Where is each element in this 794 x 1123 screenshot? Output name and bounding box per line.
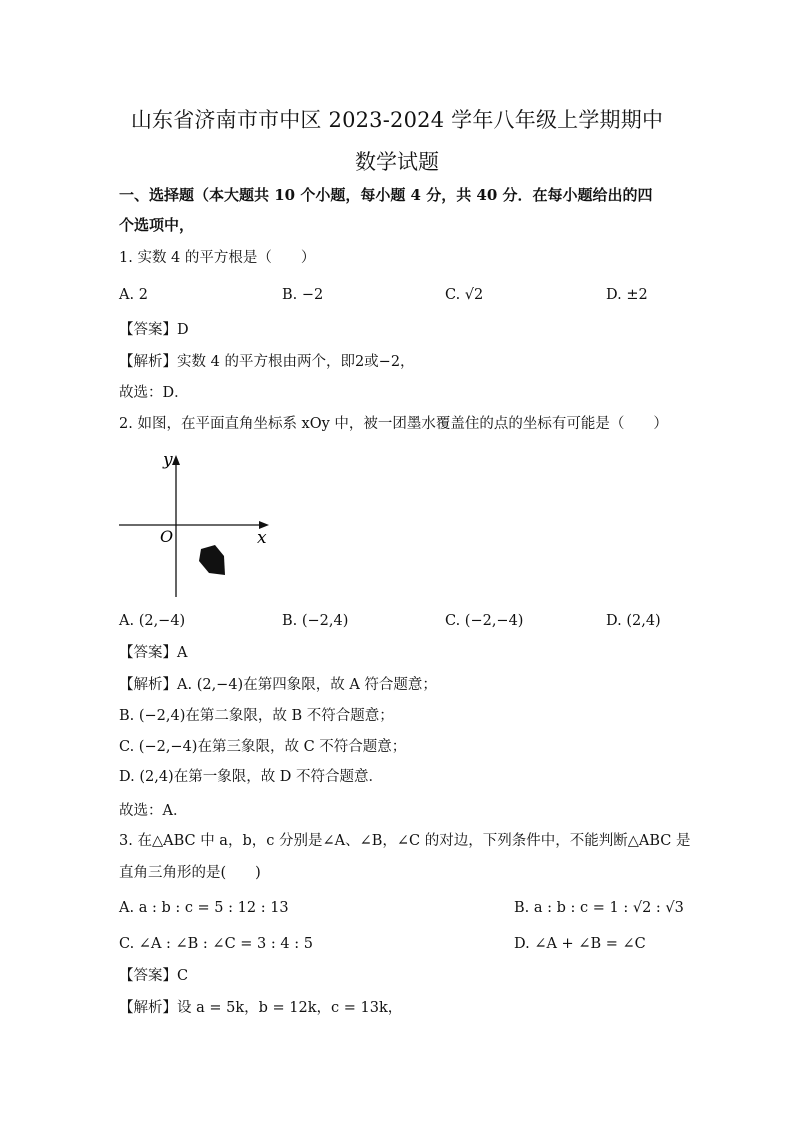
- origin-label: O: [160, 527, 174, 546]
- doc-title: 山东省济南市市中区 2023-2024 学年八年级上学期期中: [130, 108, 664, 132]
- y-axis-arrow-icon: [172, 455, 180, 465]
- q2-option-b: B. (−2,4): [282, 613, 349, 629]
- q2-conclusion: 故选：A．: [119, 803, 188, 819]
- ink-blot: [199, 545, 225, 575]
- q3-stem-line-2: 直角三角形的是( ): [119, 865, 261, 881]
- q1-option-d: D. ±2: [606, 287, 648, 303]
- q2-option-a: A. (2,−4): [119, 613, 186, 629]
- section-heading: 一、选择题（本大题共 10 个小题，每小题 4 分，共 40 分．在每小题给出的四: [119, 186, 653, 204]
- q2-stem: 2. 如图，在平面直角坐标系 xOy 中，被一团墨水覆盖住的点的坐标有可能是（ ）: [119, 416, 668, 432]
- q3-option-b: B. a : b : c = 1 : √2 : √3: [514, 900, 684, 916]
- q1-answer: 【答案】D: [119, 322, 189, 338]
- doc-subtitle: 数学试题: [355, 150, 439, 174]
- q1-option-c: C. √2: [445, 287, 484, 303]
- q1-option-a: A. 2: [119, 287, 148, 303]
- q2-analysis-line-1: 【解析】A. (2,−4)在第四象限，故 A 符合题意；: [119, 677, 437, 693]
- q3-option-d: D. ∠A + ∠B = ∠C: [514, 936, 646, 952]
- q3-analysis: 【解析】设 a = 5k，b = 12k，c = 13k，: [119, 1000, 403, 1016]
- q3-option-a: A. a : b : c = 5 : 12 : 13: [119, 900, 289, 916]
- q1-analysis: 【解析】实数 4 的平方根由两个，即2或−2，: [119, 354, 415, 370]
- x-axis-label: x: [257, 528, 267, 548]
- y-axis-label: y: [163, 450, 173, 470]
- q2-answer: 【答案】A: [119, 645, 188, 661]
- q2-analysis-line-2: B. (−2,4)在第二象限，故 B 不符合题意；: [119, 708, 394, 724]
- q2-option-c: C. (−2,−4): [445, 613, 524, 629]
- q2-option-d: D. (2,4): [606, 613, 661, 629]
- q3-answer: 【答案】C: [119, 968, 189, 984]
- q2-analysis-line-3: C. (−2,−4)在第三象限，故 C 不符合题意；: [119, 739, 407, 755]
- q2-analysis-line-4: D. (2,4)在第一象限，故 D 不符合题意．: [119, 769, 384, 785]
- q1-option-b: B. −2: [282, 287, 324, 303]
- q1-conclusion: 故选：D．: [119, 385, 189, 401]
- q1-stem: 1. 实数 4 的平方根是（ ）: [119, 250, 316, 266]
- section-heading-cont: 个选项中，: [119, 216, 195, 234]
- q3-stem-line-1: 3. 在△ABC 中 a，b，c 分别是∠A、∠B，∠C 的对边，下列条件中，不能判断△ABC 是: [119, 833, 691, 849]
- q3-option-c: C. ∠A : ∠B : ∠C = 3 : 4 : 5: [119, 936, 313, 952]
- q2-coordinate-figure: [115, 445, 275, 605]
